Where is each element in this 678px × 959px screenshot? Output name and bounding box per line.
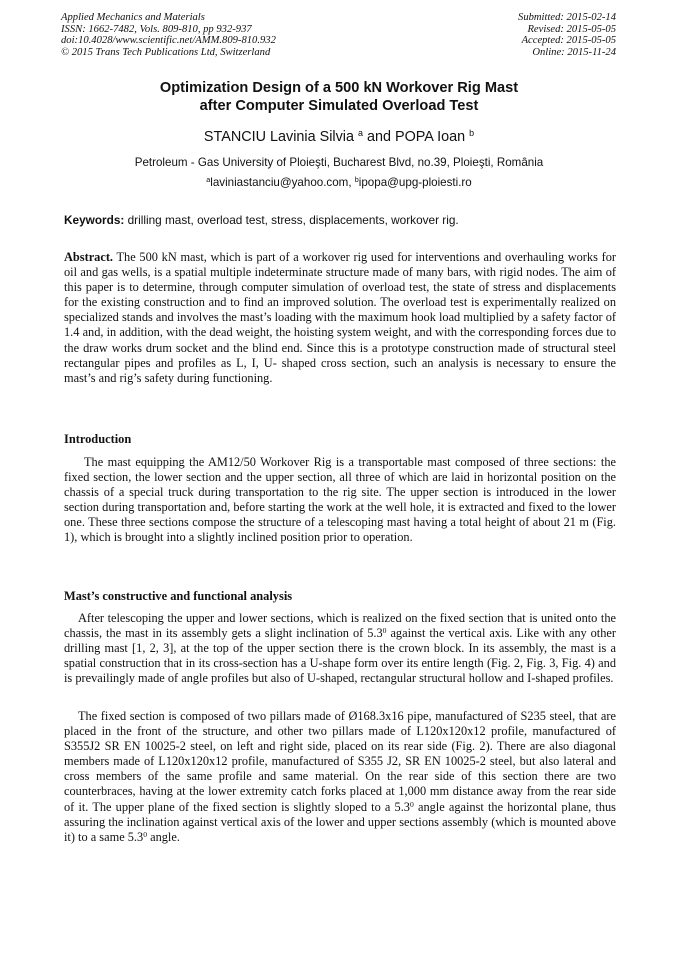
mast-analysis-paragraph-1 xyxy=(64,611,616,686)
journal-copyright: © 2015 Trans Tech Publications Ltd, Switzerland xyxy=(61,46,271,58)
author-join: and POPA Ioan xyxy=(362,129,470,145)
paragraph-text: The fixed section is composed of two pillars made of Ø168.3x16 pipe, manufactured of S235 steel, that are placed in the front of the structure, and other two pillars made of L120x120x12 profile, manufactured of S355J2 SR EN 10025-2 steel, on left and right side, placed on its rear side (Fig. 2). There are also diagonal members made of L120x120x12 profile, manufactured of S355 J2, SR EN 10025-2 steel, but also lateral and cross members of the same profile and same material. On the rear side of this section there are two counterbraces, having at the lower extremity catch forks placed at 1,000 mm distance away from the rear side of it. The upper plane of the fixed section is slightly sloped to a 5.3 xyxy=(64,709,616,814)
keywords xyxy=(64,213,616,227)
email-2-mark: b xyxy=(354,175,359,185)
journal-doi[interactable]: doi:10.4028/www.scientific.net/AMM.809-810.932 xyxy=(61,35,276,46)
paragraph-text: angle against the horizontal plane, thus assuring the inclination against vertical axis of the lower and upper sections assembly (which is mounted above it) to a same 5.3 xyxy=(64,799,616,844)
author-1-affil-mark: a xyxy=(358,128,363,139)
introduction-paragraph: The mast equipping the AM12/50 Workover Rig is a transportable mast composed of three sections: the fixed section, the lower section and the upper section, all three of which are laid in horizontal position on the chassis of a special truck during transportation to the rig site. The upper section is introduced in the lower section during transportation and, before starting the work at the well hole, it is extracted and fixed to the lower one. These three sections compose the structure of a telescoping mast having a total height of about 21 m (Fig. 1), which is brought into a slightly inclined position prior to operation. xyxy=(64,455,616,545)
date-submitted: Submitted: 2015-02-14 xyxy=(518,12,616,23)
abstract-text: The 500 kN mast, which is part of a workover rig used for interventions and overhauling works for oil and gas wells, is a spatial multiple indeterminate structure made of many bars, with rigid nodes. The aim of this paper is to determine, through computer simulation of overload test, the state of stress and displacements for the existing construction and to find an improved solution. The overload test is experimentally realized on specialized stands and involves the mast’s loading with the maximum hook load multiplied by a safety factor of 1.4 and, in addition, with the dead weight, the hoisting system weight, and with the corresponding forces due to the draw works drum socket and the blind end. Since this is a prototype construction made of structural steel rectangular pipes and profiles as L, I, U- shaped cross section, such an analysis is necessary to ensure the mast’s and rig’s safety during functioning. xyxy=(64,250,616,385)
journal-info xyxy=(61,12,276,58)
date-online: Online: 2015-11-24 xyxy=(532,46,616,58)
author-list xyxy=(64,129,614,146)
section-heading-introduction: Introduction xyxy=(64,432,132,446)
email-1-mark: a xyxy=(206,175,211,185)
author-1: STANCIU Lavinia Silvia xyxy=(203,129,358,145)
author-2-affil-mark: b xyxy=(469,128,475,139)
abstract-label: Abstract. xyxy=(64,250,114,264)
keywords-label: Keywords: xyxy=(64,213,125,227)
paragraph-text: angle. xyxy=(147,829,180,844)
section-heading-mast-analysis: Mast’s constructive and functional analysis xyxy=(64,589,293,603)
affiliation: Petroleum - Gas University of Ploieşti, Bucharest Blvd, no.39, Ploieşti, România xyxy=(134,156,544,169)
publication-dates xyxy=(518,12,616,58)
paper-title xyxy=(64,80,614,115)
date-revised: Revised: 2015-05-05 xyxy=(527,23,616,35)
degree-superscript: 0 xyxy=(382,625,387,635)
keywords-text: drilling mast, overload test, stress, displacements, workover rig. xyxy=(124,213,459,227)
degree-superscript: 0 xyxy=(409,799,414,809)
journal-name: Applied Mechanics and Materials xyxy=(61,12,205,23)
email-1[interactable]: laviniastanciu@yahoo.com, xyxy=(210,176,355,189)
date-accepted: Accepted: 2015-05-05 xyxy=(521,35,616,46)
paragraph-text: against the vertical axis. Like with any other drilling mast [1, 2, 3], at the top of the upper section there is the crown block. In its assembly, the mast is a spatial construction that in its cross-section has a U-shape form over its entire length (Fig. 2, Fig. 3, Fig. 4) and is prevailingly made of angle profiles but also of U-shaped, rectangular structural hollow and I-shaped profiles. xyxy=(64,626,616,686)
journal-issn: ISSN: 1662-7482, Vols. 809-810, pp 932-937 xyxy=(61,23,252,35)
mast-analysis-paragraph-2 xyxy=(64,709,616,845)
abstract xyxy=(64,250,616,386)
author-emails xyxy=(64,176,614,190)
degree-superscript: 0 xyxy=(143,829,148,839)
title-line-1: Optimization Design of a 500 kN Workover Rig Mast xyxy=(159,80,519,96)
email-2[interactable]: ipopa@upg-ploiesti.ro xyxy=(358,176,472,189)
paragraph-text: After telescoping the upper and lower sections, which is realized on the fixed section that is united onto the chassis, the mast in its assembly gets a slight inclination of 5.3 xyxy=(64,611,616,641)
title-line-2: after Computer Simulated Overload Test xyxy=(199,97,479,114)
